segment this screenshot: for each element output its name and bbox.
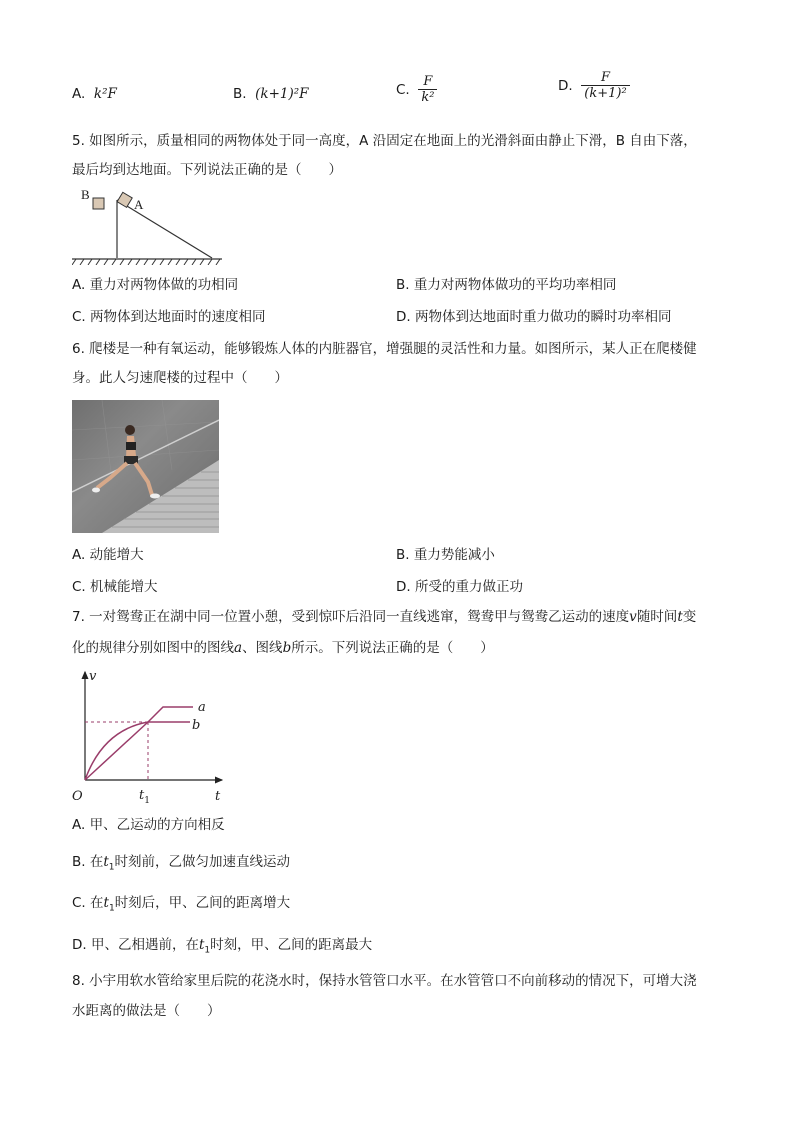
symbol-v: v	[629, 609, 637, 625]
numerator: F	[600, 70, 610, 85]
text-segment: 7. 一对鸳鸯正在湖中同一位置小憩，受到惊吓后沿同一直线逃窜，鸳鸯甲与鸳鸯乙运动的速度	[72, 609, 630, 625]
line-a	[85, 707, 193, 780]
q5-stem-line2: 最后均到达地面。下列说法正确的是（ ）	[72, 162, 342, 178]
text-segment: 所示。下列说法正确的是（ ）	[291, 640, 494, 656]
line-b-label: b	[192, 718, 201, 733]
photo-scene	[72, 400, 219, 533]
subscript: 1	[108, 903, 115, 914]
q5-option-b: B. 重力对两物体做功的平均功率相同	[396, 277, 617, 293]
text-segment: 、图线	[242, 640, 283, 656]
stair-climbing-photo	[72, 400, 219, 533]
q4-option-d	[558, 70, 630, 102]
q6-option-d: D. 所受的重力做正功	[396, 579, 523, 595]
t1-label	[139, 788, 150, 806]
q8-stem-line1: 8. 小宇用软水管给家里后院的花浇水时，保持水管管口水平。在水管管口不向前移动的情况下，可增大浇	[72, 973, 697, 989]
option-expr: (k+1)²F	[255, 86, 309, 102]
symbol-t: t	[677, 609, 683, 625]
option-label: C.	[396, 82, 410, 98]
option-expr: k²F	[93, 86, 117, 102]
q7-stem-line1	[72, 607, 696, 627]
q4-option-a	[72, 84, 117, 104]
option-label: A.	[72, 86, 86, 102]
fraction	[581, 70, 629, 102]
q8-stem-line2: 水距离的做法是（ ）	[72, 1003, 221, 1019]
stone-wall-texture	[72, 400, 219, 480]
t1-symbol: t	[139, 788, 145, 803]
t-axis-label: t	[215, 789, 221, 804]
q7-option-b	[72, 852, 290, 878]
ground-hatch	[72, 259, 220, 265]
q6-option-c: C. 机械能增大	[72, 579, 158, 595]
q7-option-a: A. 甲、乙运动的方向相反	[72, 817, 225, 833]
t1-subscript: 1	[144, 796, 150, 806]
text-segment: 时刻，甲、乙间的距离最大	[210, 937, 373, 953]
q6-option-a: A. 动能增大	[72, 547, 144, 563]
fraction	[418, 74, 437, 106]
q6-stem-line2: 身。此人匀速爬楼的过程中（ ）	[72, 370, 288, 386]
denominator: (k+1)²	[581, 85, 629, 102]
q4-option-c	[396, 74, 437, 106]
line-a-label: a	[198, 700, 206, 715]
incline-slope	[117, 200, 212, 258]
symbol-b: b	[282, 640, 292, 656]
denominator: k²	[418, 89, 437, 106]
origin-label: O	[72, 789, 83, 804]
text-segment: 化的规律分别如图中的图线	[72, 640, 234, 656]
option-label: B.	[233, 86, 247, 102]
q4-option-b	[233, 84, 309, 104]
option-label: D.	[558, 78, 573, 94]
incline-figure	[72, 185, 222, 265]
block-b	[93, 198, 104, 209]
symbol-t: t	[103, 895, 109, 911]
text-segment: 时刻前，乙做匀加速直线运动	[114, 854, 291, 870]
v-axis-label: v	[89, 669, 97, 684]
label-a: A	[134, 197, 144, 212]
q5-option-d: D. 两物体到达地面时重力做功的瞬时功率相同	[396, 309, 672, 325]
label-b: B	[81, 187, 90, 202]
q7-stem-line2	[72, 638, 494, 658]
block-a	[117, 192, 132, 207]
runner-figure	[92, 425, 160, 499]
q6-stem-line1: 6. 爬楼是一种有氧运动，能够锻炼人体的内脏器官，增强腿的灵活性和力量。如图所示，某人正在爬楼健	[72, 341, 697, 357]
text-segment: B. 在	[72, 854, 104, 870]
text-segment: 变	[682, 609, 697, 625]
q7-option-d	[72, 935, 372, 961]
text-segment: 随时间	[636, 609, 678, 625]
q5-option-a: A. 重力对两物体做的功相同	[72, 277, 239, 293]
symbol-t: t	[103, 854, 109, 870]
velocity-time-graph	[70, 666, 240, 806]
text-segment: C. 在	[72, 895, 104, 911]
q5-option-c: C. 两物体到达地面时的速度相同	[72, 309, 266, 325]
symbol-t: t	[198, 937, 205, 953]
numerator: F	[423, 74, 433, 89]
q7-option-c	[72, 893, 290, 919]
subscript: 1	[204, 945, 211, 956]
text-segment: 时刻后，甲、乙间的距离增大	[114, 895, 291, 911]
q6-option-b: B. 重力势能减小	[396, 547, 495, 563]
subscript: 1	[108, 862, 115, 873]
text-segment: D. 甲、乙相遇前，在	[72, 937, 199, 953]
q5-stem-line1: 5. 如图所示，质量相同的两物体处于同一高度，A 沿固定在地面上的光滑斜面由静止下滑，B 自由下落，	[72, 133, 697, 149]
symbol-a: a	[234, 640, 243, 656]
